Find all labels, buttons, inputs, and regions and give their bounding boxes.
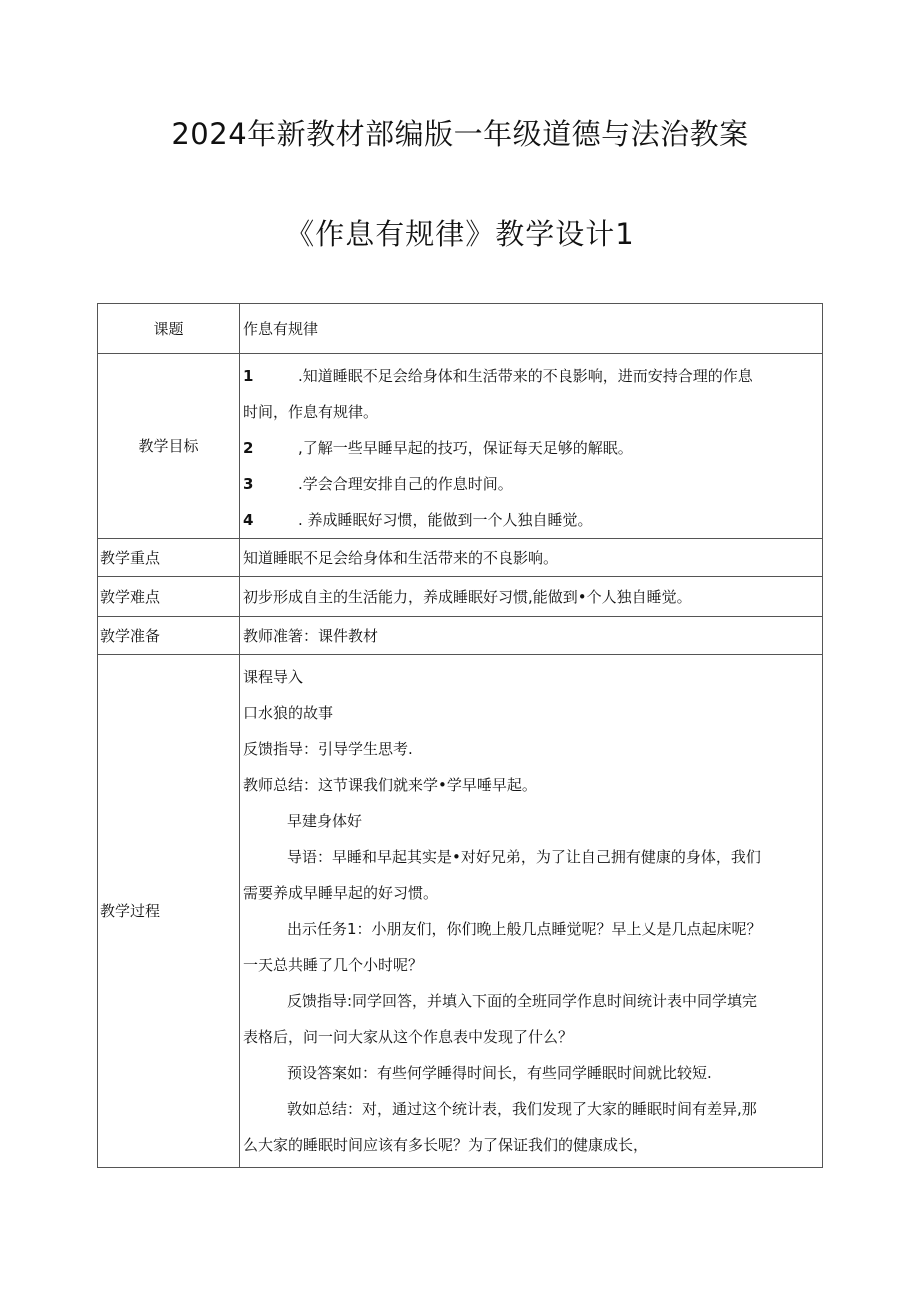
topic-value: 作息有规律 [240,304,823,354]
topic-label: 课题 [98,304,240,354]
goal-number: 1 [243,367,254,385]
lesson-plan-table [97,303,823,1168]
process-line: 导语：早睡和早起其实是•对好兄弟，为了让自己拥有健康的身体，我们 [287,848,761,866]
goals-label: 教学目标 [98,354,240,539]
key-point-label: 教学重点 [98,539,240,577]
document-subtitle: 《作息有规律》教学设计1 [285,217,635,251]
table-row-process [98,655,823,1168]
table-row-difficulty [98,577,823,617]
process-line: 课程导入 [243,668,304,686]
goal-text: 时间，作息有规律。 [243,403,379,421]
process-line: 反馈指导:同学回答，并填入下面的全班同学作息时间统计表中同学填完 [287,992,758,1010]
preparation-label: 敦学准备 [98,617,240,655]
process-line: 需要养成早睡早起的好习惯。 [243,884,439,902]
process-line: 敦如总结：对，通过这个统计表，我们发现了大家的睡眠时间有差异,那 [287,1100,757,1118]
goal-item [243,430,820,466]
goal-number: 2 [243,439,254,457]
table-row-goals [98,354,823,539]
process-line: 出示任务1：小朋友们，你们晚上般几点睡觉呢？早上乂是几点起床呢？ [287,920,762,938]
goal-text: . 养成睡眠好习惯，能做到一个人独自睡觉。 [298,511,593,529]
process-line: 反馈指导：引导学生思考. [243,740,413,758]
process-line: 口水狼的故事 [243,704,334,722]
process-content [240,655,823,1168]
table-row-topic [98,304,823,354]
process-line: 表格后，问一问大家从这个作息表中发现了什么？ [243,1028,574,1046]
document-title: 2024年新教材部编版一年级道德与法治教案 [171,117,749,151]
goal-text: .学会合理安排自己的作息时间。 [298,475,513,493]
difficulty-label: 敦学难点 [98,577,240,617]
process-line: 预设答案如：有些何学睡得时间长，有些同学睡眠时间就比较短. [287,1064,712,1082]
process-line: 早建身体好 [287,812,363,830]
process-label: 教学过程 [98,655,240,1168]
table-row-preparation [98,617,823,655]
goal-item [243,394,820,430]
goal-item [243,358,820,394]
preparation-value: 教师准箸：课件教材 [240,617,823,655]
goal-number: 4 [243,511,254,529]
difficulty-value: 初步形成自主的生活能力，养成睡眠好习惯,能做到•个人独自睡觉。 [240,577,823,617]
goals-list [240,354,823,539]
goal-item [243,466,820,502]
process-line: 一天总共睡了几个小时呢？ [243,956,424,974]
goal-text: .知道睡眠不足会给身体和生活带来的不良影响，进而安持合理的作息 [298,367,753,385]
goal-text: ,了解一些早睡早起的技巧，保证每天足够的解眠。 [298,439,633,457]
process-line: 么大家的睡眠时间应该有多长呢？为了保证我们的健康成长， [243,1136,649,1154]
goal-item [243,502,820,538]
goal-number: 3 [243,475,254,493]
key-point-value: 知道睡眠不足会给身体和生活带来的不良影响。 [240,539,823,577]
process-line: 教师总结：这节课我们就来学•学早唾早起。 [243,776,537,794]
table-row-key-point [98,539,823,577]
